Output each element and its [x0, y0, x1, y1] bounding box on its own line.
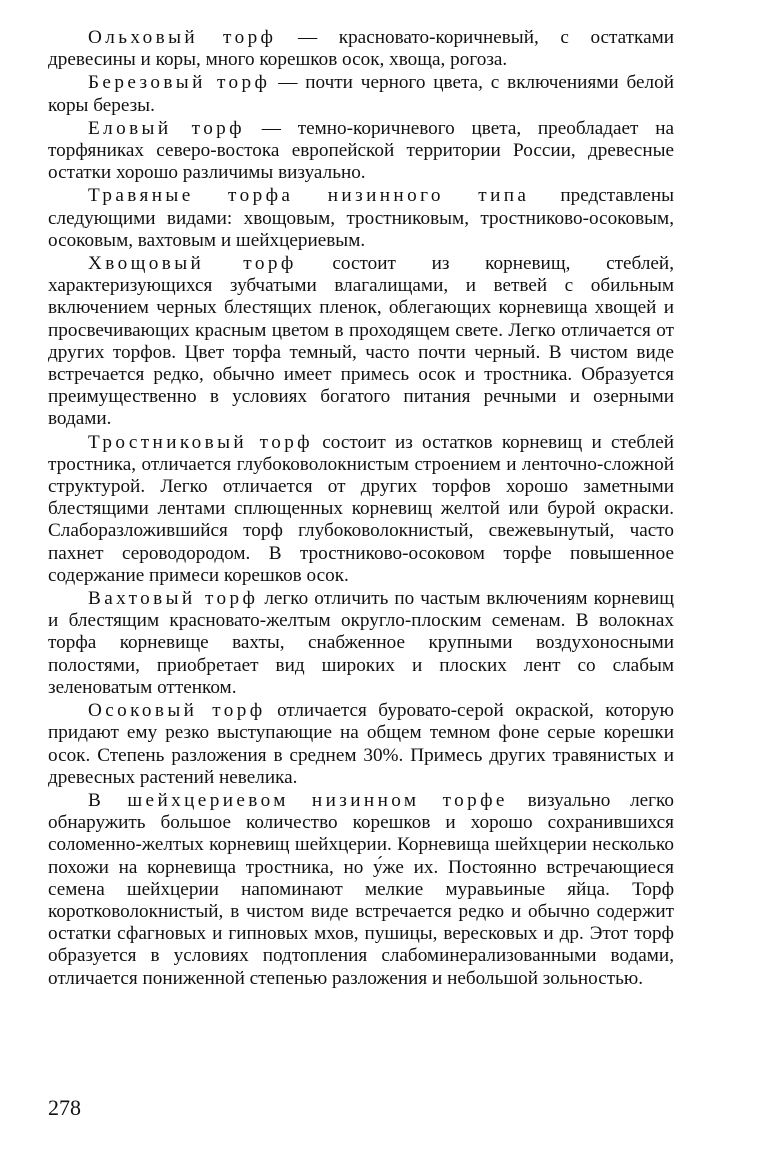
paragraph-text: состоит из остатков корневищ и стеблей тростника, отличается глубоковолокнистым строением и ленточно-сложной структурой. Легко отличается от других торфов хорошо заметными блестящими лентами сплющенных корневищ желтой или бурой окраски. Слаборазложившийся торф глубоковолокнистый, свежевынутый, часто пахнет сероводородом. В тростниково-осоковом торфе повышенное содержание примеси корешков осок. [48, 431, 674, 586]
paragraph-text: визуально легко обнаружить большое количество корешков и хорошо сохранившихся соломенно-желтых корневищ шейхцерии. Корневища шейхцерии несколько похожи на корневища тростника, но у́же их. Постоянно встречающиеся семена шейхцерии напоминают мелкие муравьиные яйца. Торф коротковолокнистый, в чистом виде встречается редко и обычно содержит остатки сфагновых и гипновых мхов, пушицы, вересковых и др. Этот торф образуется в условиях подтопления слабоминерализованными водами, отличается пониженной степенью разложения и небольшой зольностью. [48, 789, 674, 989]
term-alder-peat: Ольховый торф [88, 27, 277, 48]
term-bogbean-peat: Вахтовый торф [88, 588, 259, 610]
term-spruce-peat: Еловый торф [88, 117, 246, 139]
paragraph-birch-peat [48, 72, 674, 116]
paragraph-text: — красновато-коричневый, с остатками древесины и коры, много корешков осок, хвоща, рогоза. [48, 27, 675, 71]
paragraph-text: — почти черного цвета, с включениями белой коры березы. [48, 72, 674, 116]
term-grass-peats: Травяные торфа низинного типа [88, 185, 530, 207]
term-sedge-peat: Осоковый торф [88, 700, 266, 722]
paragraph-horsetail-peat [48, 253, 674, 431]
paragraph-grass-peats [48, 185, 674, 252]
term-horsetail-peat: Хвощовый торф [88, 253, 297, 275]
paragraph-alder-peat [48, 27, 674, 71]
paragraph-text: представлены следующими видами: хвощовым, тростниковым, тростниково-осоковым, осоковым, вахтовым и шейхцериевым. [48, 185, 674, 251]
paragraph-spruce-peat [48, 118, 674, 185]
paragraph-text: отличается буровато-серой окраской, которую придают ему резко выступающие на общем темном фоне серые корешки осок. Степень разложения в среднем 30%. Примесь других травянистых и древесных растений невелика. [48, 700, 674, 788]
term-birch-peat: Березовый торф [88, 72, 271, 94]
page-number: 278 [48, 1095, 81, 1120]
page-body [48, 27, 674, 991]
paragraph-bogbean-peat [48, 588, 674, 699]
paragraph-text: состоит из корневищ, стеблей, характеризующихся зубчатыми влагалищами, и ветвей с обильным включением черных блестящих пленок, облегающих корневища хвощей и просвечивающих красным цветом в проходящем свете. Легко отличается от других торфов. Цвет торфа темный, часто почти черный. В чистом виде встречается редко, обычно имеет примесь осок и тростника. Образуется преимущественно в условиях богатого питания речными и озерными водами. [48, 253, 674, 430]
term-scheuchzeria-peat: В шейхцериевом низинном торфе [88, 789, 508, 811]
paragraph-text: легко отличить по частым включениям корневищ и блестящим красновато-желтым округло-плоским семенам. В волокнах торфа корневище вахты, снабженное крупными воздухоносными полостями, приобретает вид широких и плоских лент со слабым зеленоватым оттенком. [48, 588, 674, 698]
term-reed-peat: Тростниковый торф [88, 431, 314, 453]
paragraph-sedge-peat [48, 700, 674, 789]
paragraph-reed-peat [48, 432, 674, 587]
paragraph-text: — темно-коричневого цвета, преобладает на торфяниках северо-востока европейской территории России, древесные остатки хорошо различимы визуально. [48, 117, 674, 184]
paragraph-scheuchzeria-peat [48, 790, 674, 990]
